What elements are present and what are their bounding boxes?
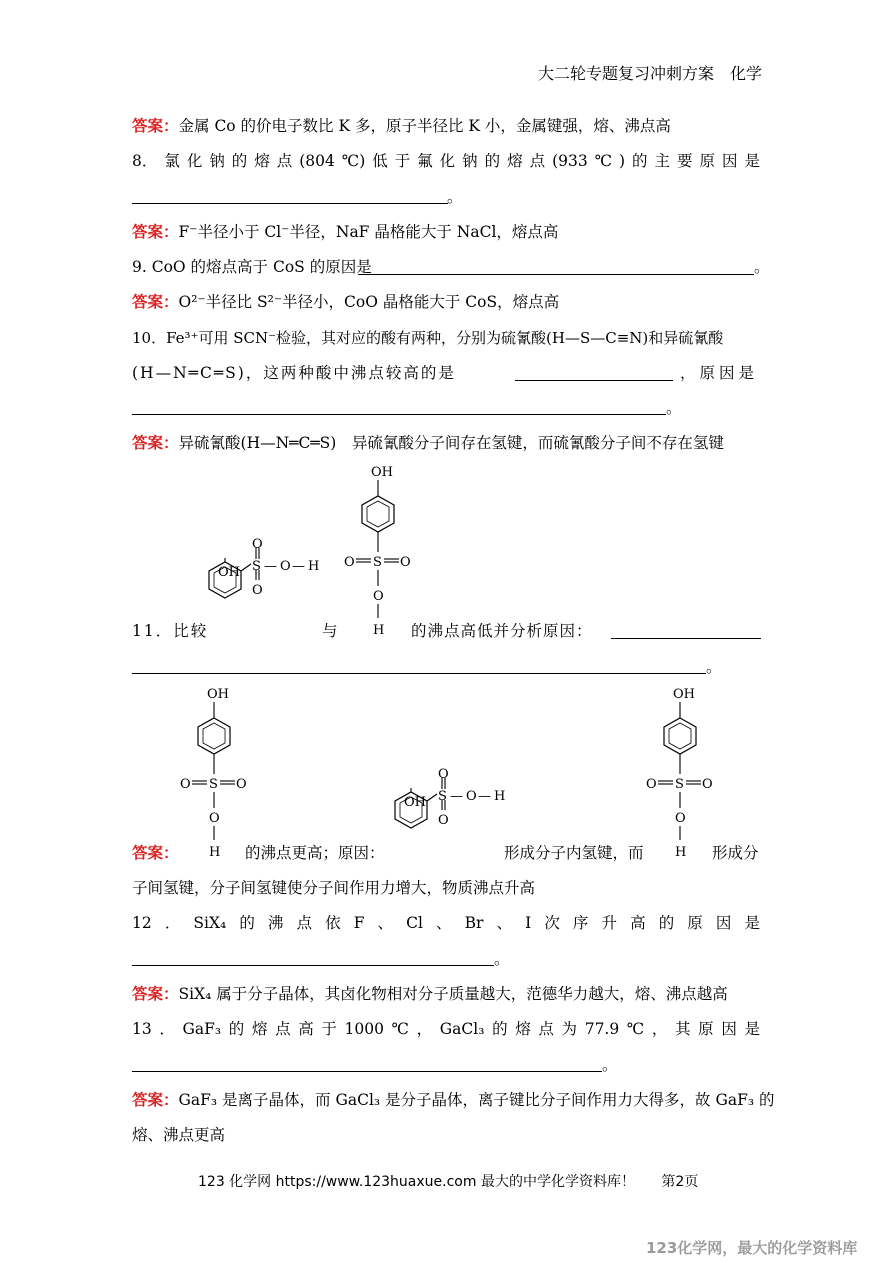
question-word: 升 xyxy=(601,914,618,932)
question-word: 氟 xyxy=(417,152,433,170)
q11-suffix: 的沸点高低并分析原因： xyxy=(411,622,593,640)
q8-answer xyxy=(132,222,558,242)
question-word: 次 xyxy=(544,914,560,932)
question-word: 钠 xyxy=(462,152,478,170)
answer-label: 答案： xyxy=(132,1090,179,1109)
oh-label: OH xyxy=(673,687,695,702)
q13-answer-line1 xyxy=(132,1090,775,1110)
q7-answer-text: 金属 Co 的价电子数比 K 多，原子半径比 K 小，金属键强，熔、沸点高 xyxy=(178,117,671,135)
q8-question xyxy=(132,151,760,171)
q10-answer-text: 异硫氰酸(H—N═C═S) 异硫氰酸分子间存在氢键，而硫氰酸分子间不存在氢键 xyxy=(178,434,724,452)
question-word: 的 xyxy=(658,914,675,932)
o-label: O xyxy=(180,777,191,792)
question-word: ， xyxy=(416,1020,433,1038)
question-word: 是 xyxy=(744,152,760,170)
s-label: S xyxy=(252,559,261,574)
question-word: ． xyxy=(164,914,181,932)
s-label: S xyxy=(438,789,447,804)
question-word: 77.9 xyxy=(584,1020,620,1038)
q9-answer xyxy=(132,292,559,312)
q10-blank2 xyxy=(132,414,666,415)
question-word: 氯 xyxy=(164,152,180,170)
q13-period: 。 xyxy=(602,1056,618,1074)
o-label: O xyxy=(236,777,247,792)
oh-label: OH xyxy=(404,795,426,810)
question-word: 因 xyxy=(721,152,738,170)
question-word: 点 xyxy=(529,152,546,170)
question-word: 主 xyxy=(654,152,671,170)
q12-answer xyxy=(132,984,728,1004)
o-label: O xyxy=(466,789,477,804)
question-word: 熔 xyxy=(254,152,270,170)
question-word: Cl xyxy=(406,914,423,932)
q7-answer xyxy=(132,116,671,136)
question-word: ℃ xyxy=(626,1020,645,1038)
page-footer xyxy=(198,1171,698,1191)
answer-label: 答案： xyxy=(132,116,179,135)
h-label: H xyxy=(209,845,221,860)
question-word: 原 xyxy=(699,152,716,170)
o-label: O xyxy=(373,589,384,604)
question-word: 是 xyxy=(744,1020,760,1038)
question-word: 点 xyxy=(296,914,313,932)
question-word: 化 xyxy=(186,152,203,170)
ortho-sulfonic-acid-structure xyxy=(196,537,336,640)
h-label: H xyxy=(373,623,385,638)
question-word: 于 xyxy=(394,152,411,170)
o-label: O xyxy=(209,811,220,826)
q10-question-line2a: (H—N═C═S)，这两种酸中沸点较高的是 xyxy=(132,364,456,382)
q12-answer-text: SiX₄ 属于分子晶体，其卤化物相对分子质量越大，范德华力越大，熔、沸点越高 xyxy=(178,985,728,1003)
question-word: 的 xyxy=(632,152,648,170)
q9-question: 9. CoO 的熔点高于 CoS 的原因是 xyxy=(132,258,372,276)
question-word: 要 xyxy=(677,152,693,170)
question-word: GaCl₃ xyxy=(439,1020,485,1038)
question-word: (804 xyxy=(299,152,335,170)
question-word: 13 xyxy=(132,1020,152,1038)
q11-prefix: 11．比较 xyxy=(132,622,209,640)
question-word: 依 xyxy=(325,914,341,932)
question-word: 因 xyxy=(715,914,732,932)
answer-label: 答案： xyxy=(132,984,179,1003)
watermark: 123化学网，最大的化学资料库 xyxy=(646,1239,858,1257)
o-label: O xyxy=(646,777,657,792)
q11-answer-a: 的沸点更高；原因： xyxy=(245,844,385,862)
question-word: I xyxy=(525,914,532,932)
answer-label: 答案： xyxy=(132,433,179,452)
q11-answer-label xyxy=(132,843,179,863)
question-word: 因 xyxy=(721,1020,737,1038)
question-word: 于 xyxy=(321,1020,337,1038)
q11-answer-d: 子间氢键，分子间氢键使分子间作用力增大，物质沸点升高 xyxy=(132,879,536,897)
q11-blank1 xyxy=(611,638,761,639)
answer-para-structure-2 xyxy=(640,684,720,864)
q12-blank xyxy=(132,965,494,966)
question-word: 高 xyxy=(298,1020,314,1038)
dash-label: — xyxy=(264,559,277,574)
question-word: GaF₃ xyxy=(182,1020,222,1038)
h-label: H xyxy=(675,845,687,860)
dash-label: — xyxy=(478,789,491,804)
q13-answer-text: GaF₃ 是离子晶体，而 GaCl₃ 是分子晶体，离子键比分子间作用力大得多，故 GaF₃ 的 xyxy=(178,1091,775,1109)
question-word: 熔 xyxy=(507,152,523,170)
answer-label: 答案： xyxy=(132,292,179,311)
question-word: ) xyxy=(619,152,626,170)
question-word: 其 xyxy=(675,1020,691,1038)
q11-answer-b: 形成分子内氢键，而 xyxy=(504,844,644,862)
question-word: 为 xyxy=(561,1020,578,1038)
question-word: 、 xyxy=(436,914,452,932)
answer-ortho-structure xyxy=(382,767,522,870)
question-word: 8． xyxy=(132,152,158,170)
question-word: 低 xyxy=(372,152,388,170)
question-word: 的 xyxy=(228,1020,245,1038)
question-word: ℃ xyxy=(391,1020,409,1038)
answer-label: 答案： xyxy=(132,222,179,241)
question-word: 的 xyxy=(484,152,501,170)
question-word: 熔 xyxy=(515,1020,531,1038)
q11-answer-c: 形成分 xyxy=(712,844,759,862)
answer-label: 答案： xyxy=(132,843,179,862)
q8-answer-text: F⁻半径小于 Cl⁻半径，NaF 晶格能大于 NaCl，熔点高 xyxy=(178,223,559,241)
question-word: 原 xyxy=(698,1020,714,1038)
q9-period: 。 xyxy=(754,258,770,276)
oh-label: OH xyxy=(218,565,240,580)
question-word: 的 xyxy=(239,914,255,932)
s-label: S xyxy=(675,777,684,792)
q8-period: 。 xyxy=(447,188,463,206)
question-word: 原 xyxy=(687,914,703,932)
question-word: (933 xyxy=(552,152,588,170)
answer-para-structure-1 xyxy=(174,684,254,864)
q10-question-line2b: ，原因是 xyxy=(680,364,759,382)
o-label: O xyxy=(252,537,263,552)
question-word: SiX₄ xyxy=(193,914,227,932)
question-word: F xyxy=(353,914,365,932)
q13-answer-line2: 熔、沸点更高 xyxy=(132,1126,226,1144)
question-word: ℃) xyxy=(341,152,366,170)
q9-answer-text: O²⁻半径比 S²⁻半径小，CoO 晶格能大于 CoS，熔点高 xyxy=(178,293,560,311)
q9-blank xyxy=(358,274,754,275)
q10-question-line1: 10．Fe³⁺可用 SCN⁻检验，其对应的酸有两种，分别为硫氰酸(H—S—C≡N)和异硫氰酸 xyxy=(132,329,724,347)
question-word: ． xyxy=(159,1020,175,1038)
question-word: 化 xyxy=(439,152,456,170)
o-label: O xyxy=(344,555,355,570)
question-word: 序 xyxy=(572,914,589,932)
question-word: 1000 xyxy=(344,1020,384,1038)
s-label: S xyxy=(209,777,218,792)
q11-period: 。 xyxy=(706,658,722,676)
q13-blank xyxy=(132,1071,602,1072)
question-word: 的 xyxy=(231,152,248,170)
dash-label: — xyxy=(450,789,463,804)
o-label: O xyxy=(675,811,686,826)
o-label: O xyxy=(280,559,291,574)
question-word: Br xyxy=(464,914,484,932)
para-sulfonic-acid-structure xyxy=(338,462,418,642)
dash-label: — xyxy=(292,559,305,574)
q12-question xyxy=(132,913,760,933)
question-word: 是 xyxy=(744,914,760,932)
question-word: 、 xyxy=(377,914,394,932)
question-word: 熔 xyxy=(251,1020,268,1038)
s-label: S xyxy=(373,555,382,570)
question-word: 沸 xyxy=(267,914,284,932)
o-label: O xyxy=(438,813,449,828)
q10-answer xyxy=(132,433,724,453)
question-word: 高 xyxy=(630,914,646,932)
q10-period: 。 xyxy=(666,399,682,417)
question-word: 、 xyxy=(496,914,513,932)
h-label: H xyxy=(494,789,506,804)
oh-label: OH xyxy=(207,687,229,702)
q11-mid: 与 xyxy=(322,622,338,640)
q8-blank xyxy=(132,203,448,204)
o-label: O xyxy=(252,583,263,598)
question-word: 点 xyxy=(275,1020,291,1038)
page-header: 大二轮专题复习冲刺方案 化学 xyxy=(538,64,763,83)
question-word: ， xyxy=(651,1020,668,1038)
question-word: ℃ xyxy=(594,152,613,170)
h-label: H xyxy=(308,559,320,574)
o-label: O xyxy=(438,767,449,782)
question-word: 点 xyxy=(538,1020,554,1038)
footer-text: 123 化学网 https://www.123huaxue.com 最大的中学化学资料库！ xyxy=(198,1174,635,1190)
o-label: O xyxy=(400,555,411,570)
o-label: O xyxy=(702,777,713,792)
q11-blank2 xyxy=(132,673,706,674)
question-word: 钠 xyxy=(209,152,225,170)
footer-page-number: 第2页 xyxy=(661,1174,699,1190)
q12-period: 。 xyxy=(494,950,510,968)
question-word: 点 xyxy=(276,152,293,170)
question-word: 的 xyxy=(492,1020,508,1038)
oh-label: OH xyxy=(371,465,393,480)
q13-question xyxy=(132,1019,760,1039)
question-word: 12 xyxy=(132,914,152,932)
q10-blank1 xyxy=(515,380,673,381)
